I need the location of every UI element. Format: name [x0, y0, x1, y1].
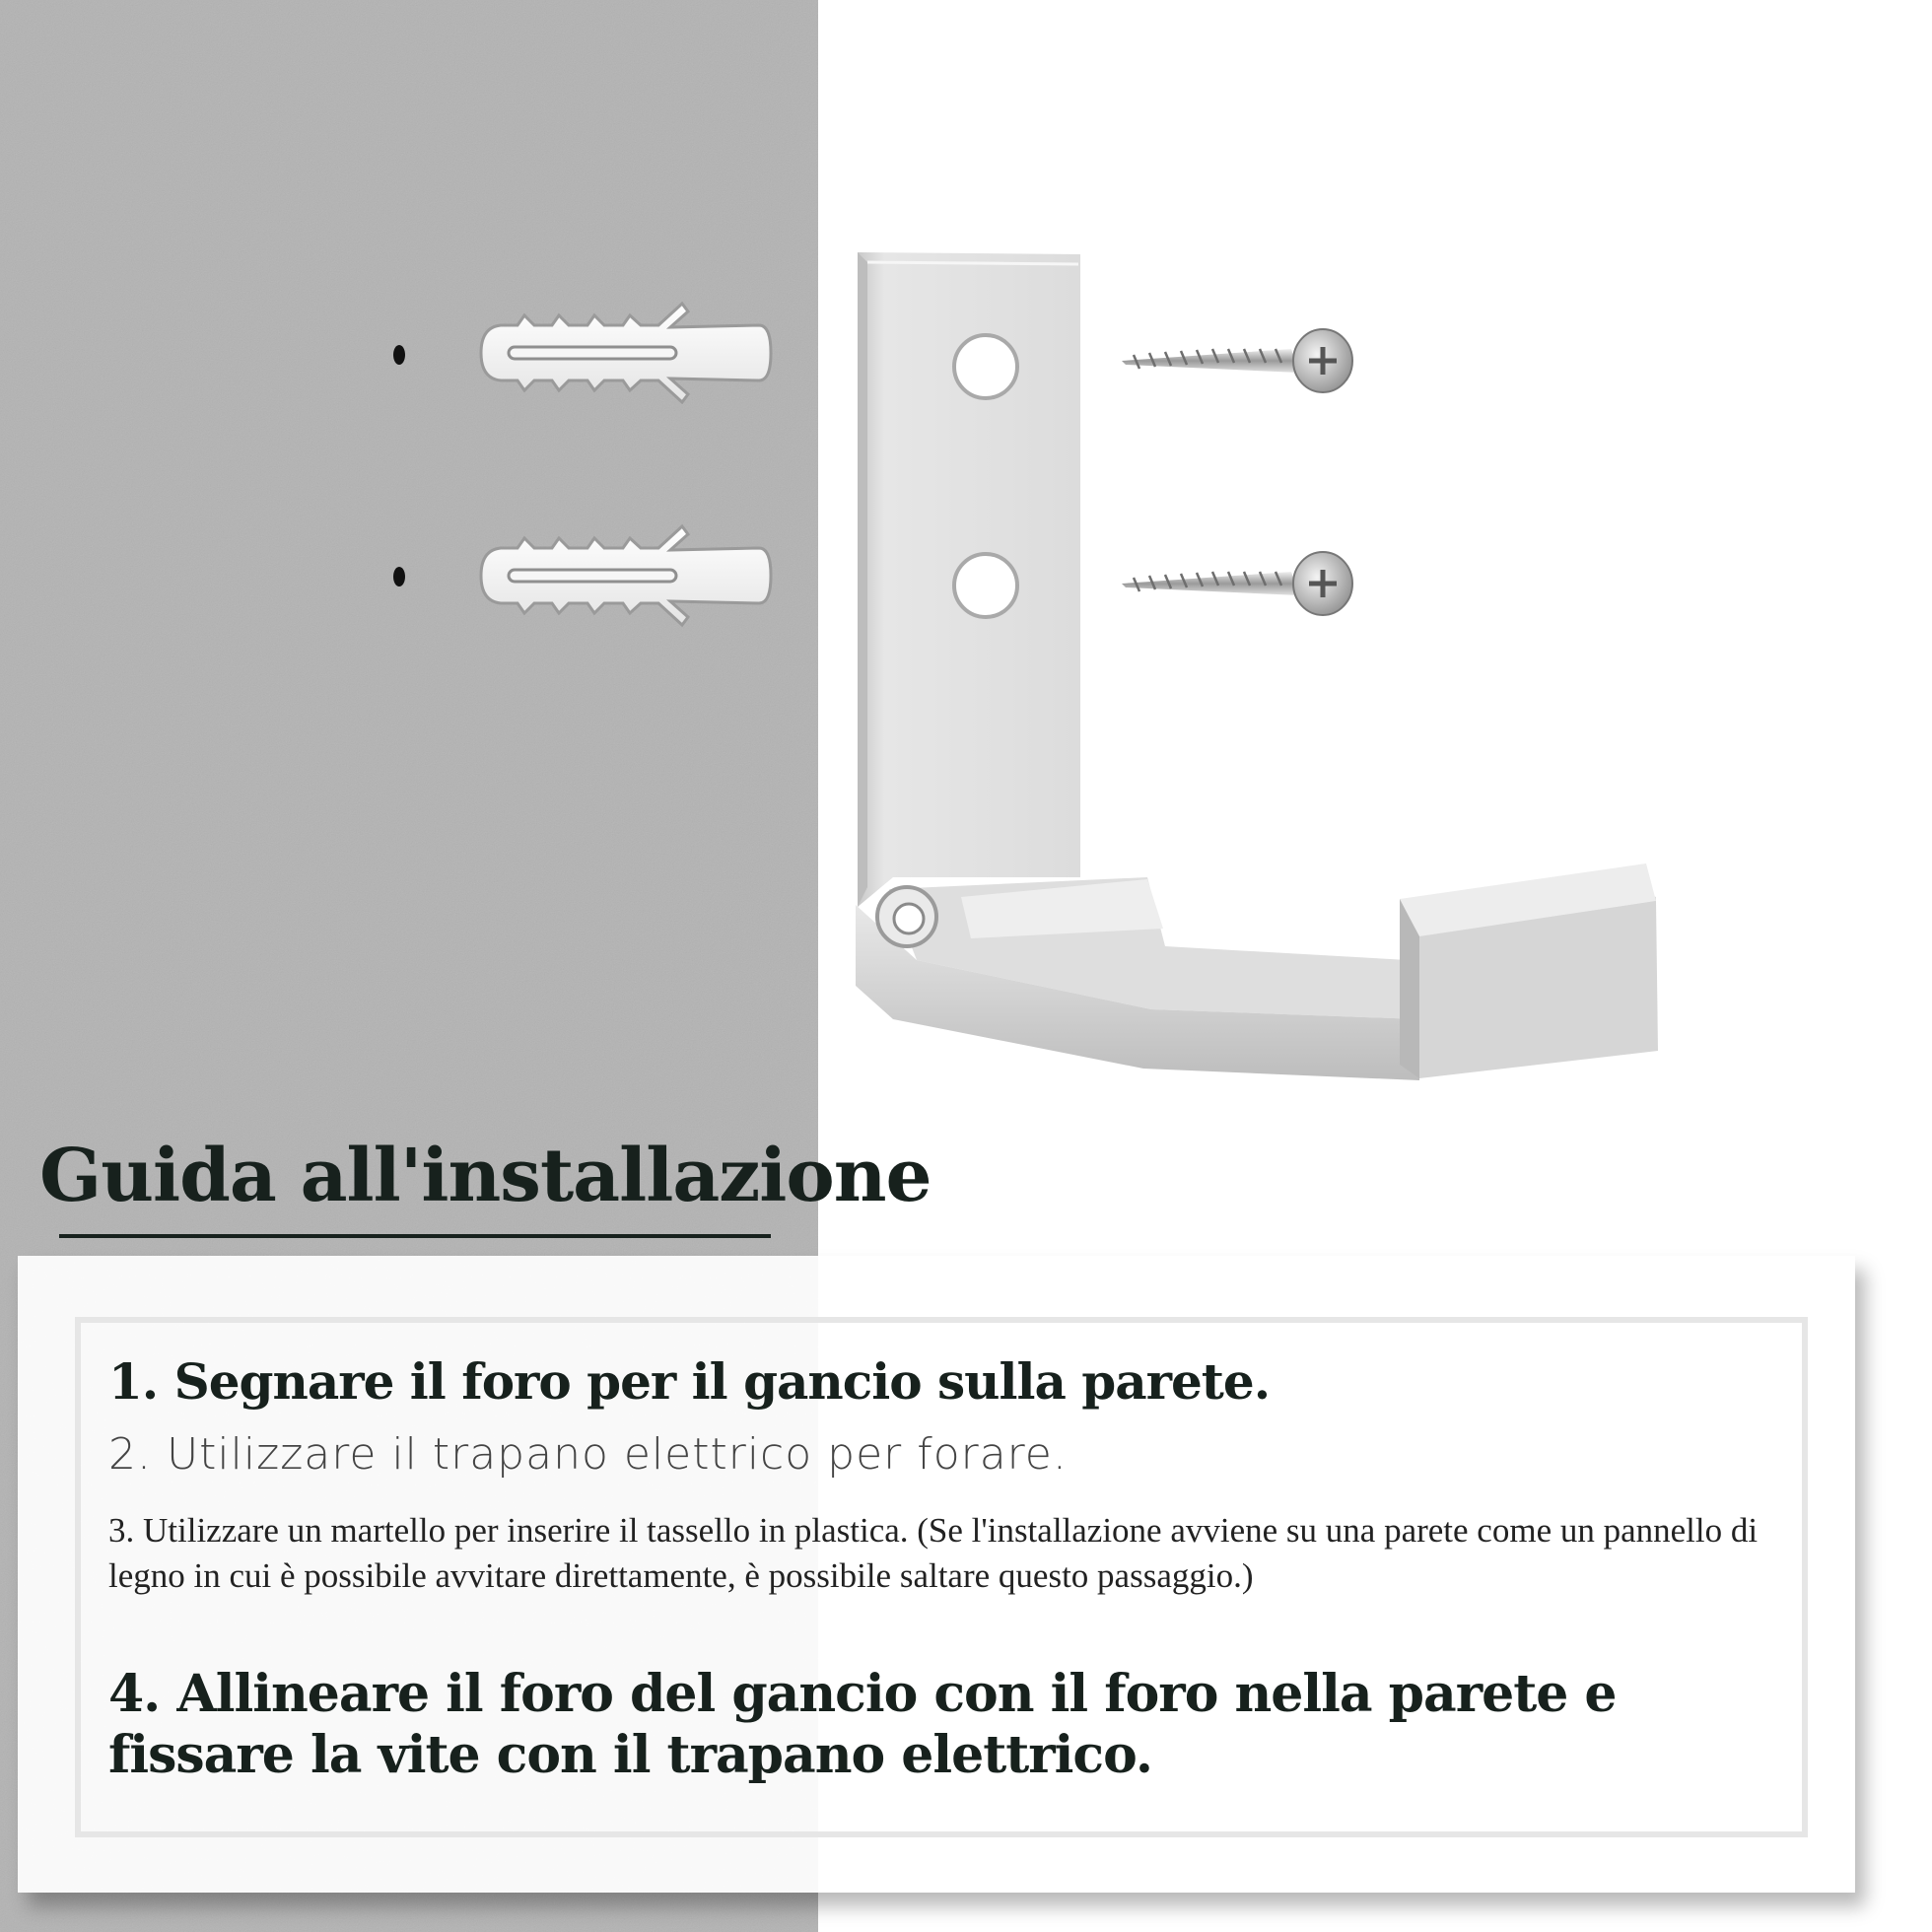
- drill-hole-icon: [393, 345, 405, 365]
- drill-hole-icon: [393, 567, 405, 586]
- step-2-text: 2. Utilizzare il trapano elettrico per forare.: [108, 1429, 1068, 1480]
- step-3-text: 3. Utilizzare un martello per inserire il tassello in plastica. (Se l'installazione avviene su una parete come un pannello di legno in cui è possibile avvitare direttamente, è possibile saltare questo passaggio.): [108, 1511, 1759, 1595]
- screw-icon: [1122, 552, 1352, 615]
- wall-plug-icon: [481, 526, 771, 625]
- wall-plug-icon: [481, 304, 771, 402]
- step-1-text: 1. Segnare il foro per il gancio sulla parete.: [108, 1352, 1271, 1411]
- hook-icon: [856, 252, 1658, 1080]
- page-title: Guida all'installazione: [39, 1134, 932, 1218]
- instructions-card: [18, 1256, 1855, 1893]
- step-4-text: 4. Allineare il foro del gancio con il foro nella parete e fissare la vite con il trapano elettrico.: [108, 1664, 1617, 1785]
- screw-icon: [1122, 329, 1352, 392]
- title-underline: [59, 1234, 771, 1238]
